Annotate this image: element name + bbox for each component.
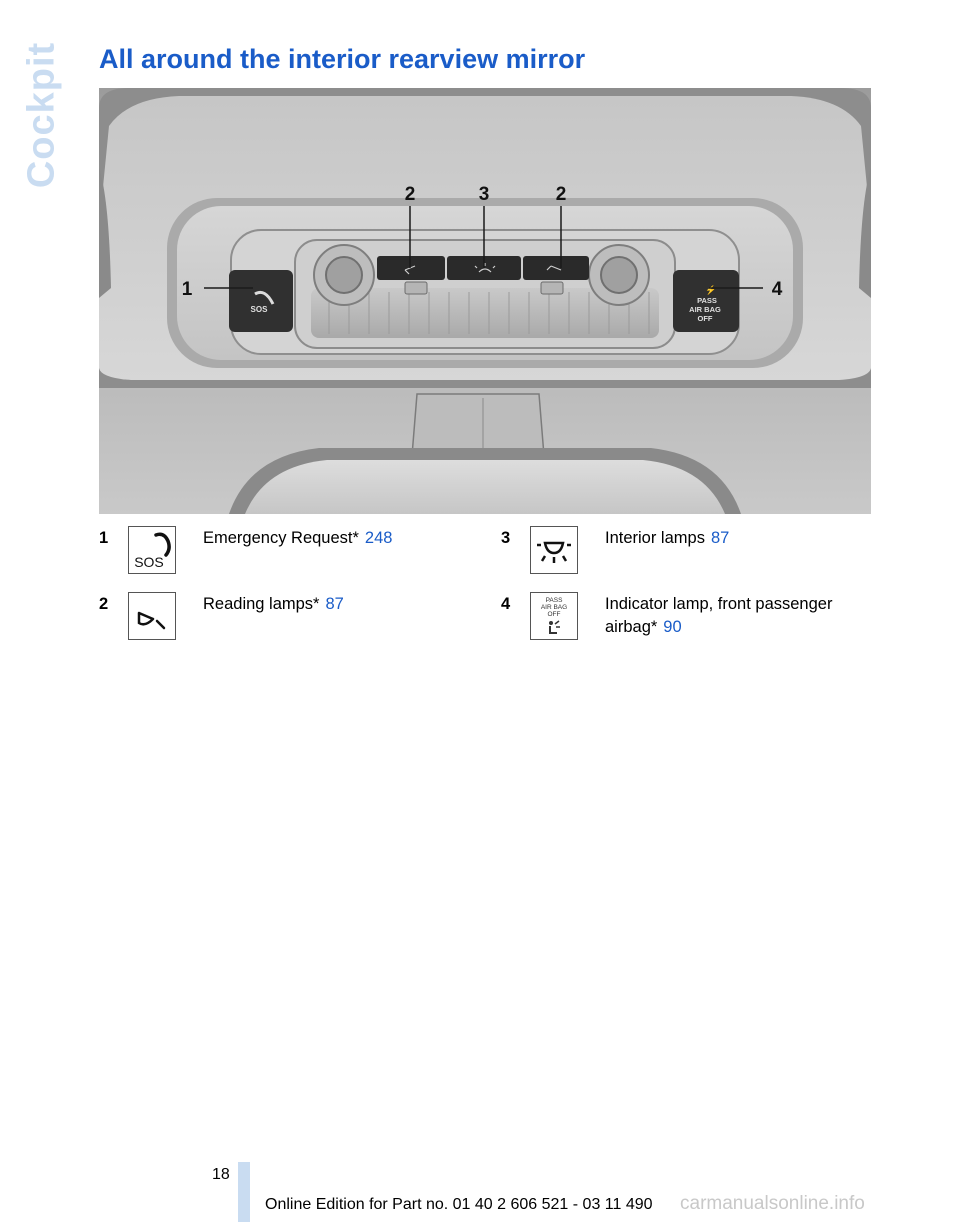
legend-label: Reading lamps* (203, 595, 320, 613)
legend-description (605, 527, 860, 550)
page-ref-link[interactable]: 87 (710, 529, 730, 547)
airbag-icon-text-2: AIR BAG (540, 604, 568, 611)
page-ref-link[interactable]: 90 (663, 618, 682, 636)
legend-label: Emergency Request* (203, 529, 359, 547)
pass-button-text-3: OFF (697, 314, 713, 323)
legend-number: 4 (501, 595, 511, 613)
page-title: All around the interior rearview mirror (99, 44, 586, 74)
section-tab (22, 40, 62, 190)
section-tab-label: Cockpit (20, 41, 63, 189)
legend-number: 1 (99, 529, 109, 547)
pass-button-text-2: AIR BAG (689, 305, 721, 314)
overhead-console-figure (99, 88, 871, 514)
legend-label: Indicator lamp, front passenger airbag* (605, 595, 833, 636)
callout-2-right: 2 (555, 184, 567, 205)
page-number: 18 (212, 1166, 230, 1183)
callout-2-left: 2 (404, 184, 416, 205)
legend-item-3 (501, 527, 871, 579)
sos-button-text: SOS (250, 305, 268, 314)
callout-1: 1 (181, 279, 193, 300)
edition-note: Online Edition for Part no. 01 40 2 606 521 - 03 11 490 (265, 1196, 653, 1213)
interior-lamp-icon (530, 526, 578, 574)
passenger-airbag-off-icon (530, 592, 578, 640)
sos-icon-text: SOS (134, 554, 164, 570)
legend-item-2 (99, 593, 469, 645)
legend-number: 3 (501, 529, 511, 547)
pass-button-text-1: PASS (697, 296, 717, 305)
page-ref-link[interactable]: 248 (364, 529, 393, 547)
callout-3: 3 (478, 184, 490, 205)
airbag-icon-text-3: OFF (547, 611, 561, 618)
legend-item-4 (501, 593, 871, 645)
footer-accent-bar (238, 1162, 250, 1222)
legend-label: Interior lamps (605, 529, 705, 547)
callout-4: 4 (771, 279, 783, 300)
page-ref-link[interactable]: 87 (325, 595, 344, 613)
legend-number: 2 (99, 595, 109, 613)
reading-lamp-icon (128, 592, 176, 640)
legend-item-1 (99, 527, 469, 579)
airbag-icon-text-1: PASS (545, 597, 563, 604)
sos-phone-icon (128, 526, 176, 574)
svg-text:⚡: ⚡ (705, 285, 717, 295)
legend-description (203, 527, 458, 550)
legend-description (605, 593, 860, 639)
legend-description (203, 593, 458, 616)
watermark: carmanualsonline.info (680, 1193, 865, 1214)
